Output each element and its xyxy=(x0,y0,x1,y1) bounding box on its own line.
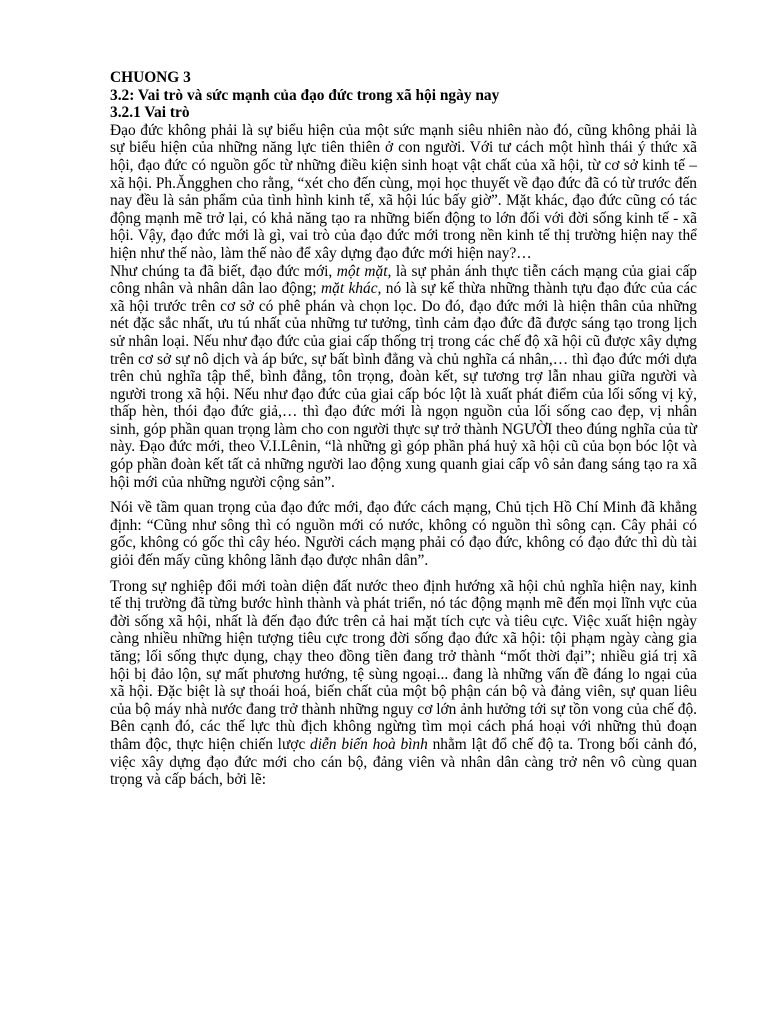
paragraph-2-emphasis-a: một mặt, xyxy=(336,262,392,280)
paragraph-2-text-b: là sự phản ánh thực tiễn cách mạng của giai cấp công nhân và nhân dân lao động; xyxy=(110,262,697,298)
paragraph-4 xyxy=(110,578,697,789)
paragraph-2 xyxy=(110,263,697,492)
paragraph-2-emphasis-b: mặt khác, xyxy=(321,280,382,298)
subsection-heading: 3.2.1 Vai trò xyxy=(110,104,190,122)
chapter-heading: CHUONG 3 xyxy=(110,69,191,86)
paragraph-4-emphasis: diễn biến hoà bình xyxy=(310,735,428,753)
section-heading: 3.2: Vai trò và sức mạnh của đạo đức trong xã hội ngày nay xyxy=(110,86,500,104)
paragraph-3: Nói về tầm quan trọng của đạo đức mới, đạo đức cách mạng, Chủ tịch Hồ Chí Minh đã khẳng định: “Cũng như sông thì có nguồn mới có nước, không có nguồn thì sông cạn. Cây phải có gốc, không có gốc thì cây héo. Người cách mạng phải có đạo đức, không có đạo đức thì dù tài giỏi đến mấy cũng không lãnh đạo được nhân dân”. xyxy=(110,499,697,570)
paragraph-2-text-a: Như chúng ta đã biết, đạo đức mới, xyxy=(110,262,337,280)
document-body xyxy=(110,69,697,789)
paragraph-4-text-b: nhằm lật đổ chế độ ta. Trong bối cảnh đó, việc xây dựng đạo đức mới cho cán bộ, đảng viên và nhân dân càng trở nên vô cùng quan trọng và cấp bách, bởi lẽ: xyxy=(110,735,697,789)
paragraph-2-text-c: nó là sự kế thừa những thành tựu đạo đức của các xã hội trước trên cơ sở có phê phán và chọn lọc. Do đó, đạo đức mới là hiện thân của những nét đặc sắc nhất, ưu tú nhất của những tư tưởng, tình cảm đạo đức đã được sáng tạo trong lịch sử nhân loại. Nếu như đạo đức của giai cấp thống trị trong các chế độ xã hội cũ được xây dựng trên cơ sở sự nô dịch và áp bức, sự bất bình đẳng và chủ nghĩa cá nhân,… thì đạo đức mới dựa trên chủ nghĩa tập thể, bình đẳng, tôn trọng, đoàn kết, sự tương trợ lẫn nhau giữa người và người trong xã hội. Nếu như đạo đức của giai cấp bóc lột là xuất phát điểm của lối sống vị kỷ, thấp hèn, thói đạo đức giả,… thì đạo đức mới là ngọn nguồn của lối sống cao đẹp, vị nhân sinh, góp phần quan trọng làm cho con người thực sự trở thành NGƯỜI theo đúng nghĩa của từ này. Đạo đức mới, theo V.I.Lênin, “là những gì góp phần phá huỷ xã hội cũ của bọn bóc lột và góp phần đoàn kết tất cả những người lao động xung quanh giai cấp vô sản đang sáng tạo ra xã hội mới của những người cộng sản”. xyxy=(110,280,697,491)
paragraph-4-text-a: Trong sự nghiệp đổi mới toàn diện đất nước theo định hướng xã hội chủ nghĩa hiện nay, kinh tế thị trường đã từng bước hình thành và phát triển, nó tác động mạnh mẽ đến mọi lĩnh vực của đời sống xã hội, nhất là đến đạo đức trên cả hai mặt tích cực và tiêu cực. Việc xuất hiện ngày càng nhiều những hiện tượng tiêu cực trong đời sống đạo đức xã hội: tội phạm ngày càng gia tăng; lối sống thực dụng, chạy theo đồng tiền đang trở thành “mốt thời đại”; nhiều giá trị xã hội bị đảo lộn, sự mất phương hướng, tệ sùng ngoại... đang là những vấn đề đáng lo ngại của xã hội. Đặc biệt là sự thoái hoá, biến chất của một bộ phận cán bộ và đảng viên, sự quan liêu của bộ máy nhà nước đang trở thành những nguy cơ lớn ảnh hưởng tới sự tồn vong của chế độ. Bên cạnh đó, các thế lực thù địch không ngừng tìm mọi cách phá hoại với những thủ đoạn thâm độc, thực hiện chiến lược xyxy=(110,577,697,753)
paragraph-1: Đạo đức không phải là sự biểu hiện của một sức mạnh siêu nhiên nào đó, cũng không phải là sự biểu hiện của những năng lực tiên thiên ở con người. Với tư cách một hình thái ý thức xã hội, đạo đức có nguồn gốc từ những điều kiện sinh hoạt vật chất của xã hội, từ cơ sở kinh tế – xã hội. Ph.Ăngghen cho rằng, “xét cho đến cùng, mọi học thuyết về đạo đức đã có từ trước đến nay đều là sản phẩm của tình hình kinh tế, xã hội lúc bấy giờ”. Mặt khác, đạo đức cũng có tác động mạnh mẽ trở lại, có khả năng tạo ra những biến động to lớn đối với đời sống kinh tế - xã hội. Vậy, đạo đức mới là gì, vai trò của đạo đức mới trong nền kinh tế thị trường hiện nay thể hiện như thế nào, làm thế nào để xây dựng đạo đức mới hiện nay?… xyxy=(110,121,697,262)
